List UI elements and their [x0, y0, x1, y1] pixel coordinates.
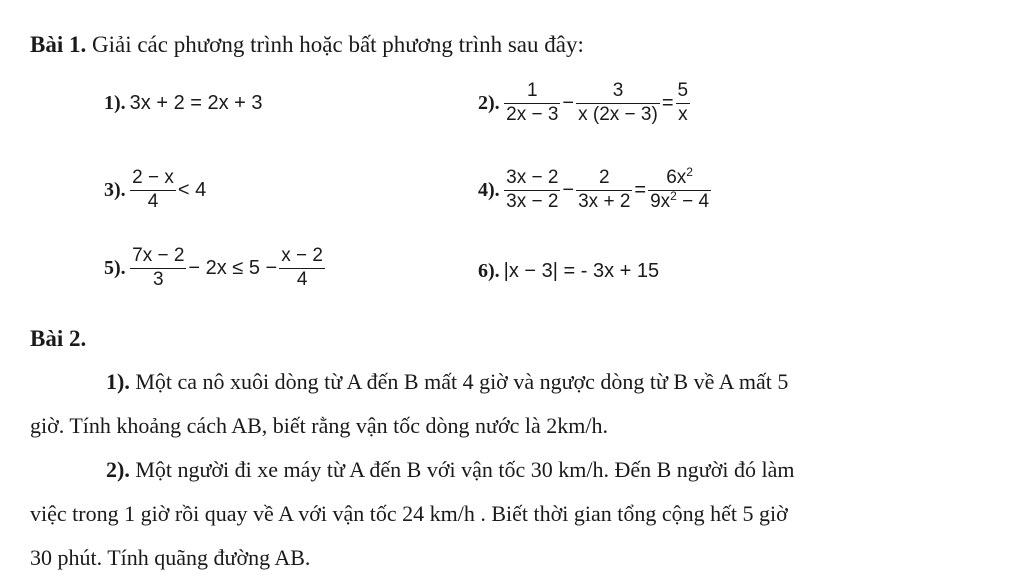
problem-6 [478, 260, 659, 283]
problem-4-f3-den-exp: 2 [670, 188, 677, 203]
problem-3-fraction [130, 167, 176, 214]
problem-3-numerator: 2 − x [132, 167, 174, 188]
problem-2 [478, 80, 690, 127]
problem-4-minus: − [562, 178, 575, 201]
bai2-q2-line1 [106, 448, 794, 492]
bai2-q1-line1 [106, 360, 788, 404]
problem-2-number: 2). [478, 91, 500, 114]
problem-4-f1-numerator: 3x − 2 [506, 167, 559, 188]
bai1-instruction: Giải các phương trình hoặc bất phương trình sau đây: [91, 32, 584, 57]
bai2-q2-text-1: Một người đi xe máy từ A đến B với vận tốc 30 km/h. Đến B người đó làm [135, 457, 795, 482]
problem-2-f3-denominator: x [676, 103, 691, 127]
problem-5-number: 5). [104, 256, 126, 279]
problem-2-f3-numerator: 5 [677, 80, 689, 101]
problem-1 [104, 92, 263, 115]
bai1-label: Bài 1. [30, 32, 87, 57]
problem-3-denominator: 4 [130, 190, 176, 214]
bai2-q1-text-1: Một ca nô xuôi dòng từ A đến B mất 4 giờ và ngược dòng từ B về A mất 5 [135, 369, 789, 394]
problem-4-f3-num-exp: 2 [686, 165, 693, 179]
problem-5 [104, 245, 325, 292]
problem-3 [104, 167, 208, 214]
problem-1-equation: 3x + 2 = 2x + 3 [129, 92, 263, 114]
problem-6-equation: |x − 3| = - 3x + 15 [503, 260, 660, 282]
problem-5-f1-denominator: 3 [130, 268, 186, 292]
problem-5-f2-denominator: 4 [279, 268, 325, 292]
problem-5-middle: − 2x ≤ 5 − [188, 256, 278, 279]
problem-5-f1-numerator: 7x − 2 [132, 245, 185, 266]
problem-2-f2-denominator: x (2x − 3) [578, 103, 658, 125]
problem-2-f1-denominator: 2x − 3 [506, 103, 559, 125]
problem-4-f1-denominator: 3x − 2 [506, 190, 559, 212]
problem-4-f3-den-tail: − 4 [676, 190, 710, 212]
problem-2-equals: = [661, 91, 674, 114]
problem-4 [478, 167, 711, 214]
problem-2-minus: − [562, 91, 575, 114]
bai2-q2-line3: 30 phút. Tính quãng đường AB. [30, 545, 311, 570]
problem-4-f2-denominator: 3x + 2 [578, 190, 631, 212]
problem-4-f3-den-base: 9x [650, 190, 671, 212]
problem-4-fraction-2 [576, 167, 632, 214]
problem-6-number: 6). [478, 260, 500, 282]
problem-2-f2-numerator: 3 [612, 80, 624, 101]
bai1-heading [30, 32, 584, 58]
problem-2-f1-numerator: 1 [526, 80, 538, 101]
problem-3-inequality: < 4 [177, 178, 207, 201]
problem-4-fraction-3 [648, 167, 711, 214]
problem-4-f3-denominator [648, 190, 711, 214]
problem-2-fraction-2 [576, 80, 660, 127]
problem-4-f3-numerator [648, 167, 711, 190]
bai2-heading [30, 326, 86, 352]
bai2-q2-number: 2). [106, 457, 130, 482]
problem-4-fraction-1 [504, 167, 560, 214]
problem-4-number: 4). [478, 178, 500, 201]
problem-4-f3-num-base: 6x [666, 167, 687, 188]
problem-5-fraction-2 [279, 245, 325, 292]
bai2-q1-line2: giờ. Tính khoảng cách AB, biết rằng vận tốc dòng nước là 2km/h. [30, 413, 608, 438]
problem-4-equals: = [634, 178, 647, 201]
problem-5-f2-numerator: x − 2 [281, 245, 323, 266]
problem-2-fraction-3 [676, 80, 691, 127]
problem-1-number: 1). [104, 92, 126, 114]
problem-5-fraction-1 [130, 245, 186, 292]
bai2-q2-line2: việc trong 1 giờ rồi quay về A với vận tốc 24 km/h . Biết thời gian tổng cộng hết 5 giờ [30, 501, 788, 526]
problem-2-fraction-1 [504, 80, 560, 127]
problem-3-number: 3). [104, 178, 126, 201]
bai2-q1-number: 1). [106, 369, 130, 394]
bai2-label: Bài 2. [30, 326, 87, 351]
problem-4-f2-numerator: 2 [598, 167, 610, 188]
